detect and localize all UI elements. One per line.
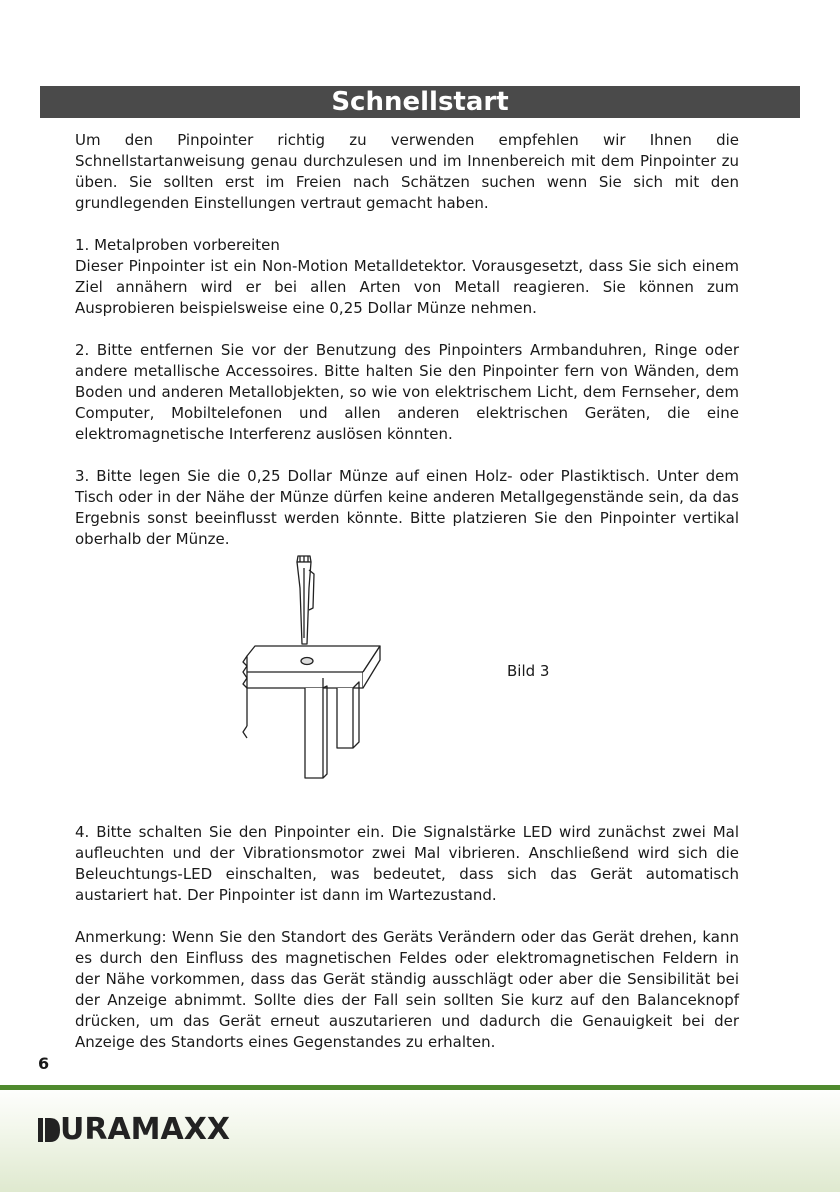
figure-label: Bild 3 (507, 662, 550, 680)
footer-accent-line (0, 1085, 840, 1090)
step1-heading: 1. Metalproben vorbereiten (75, 236, 280, 254)
logo-text: URAMAXX (60, 1112, 231, 1147)
step3-paragraph: 3. Bitte legen Sie die 0,25 Dollar Münze auf einen Holz- oder Plastiktisch. Unter dem Tisch oder in der Nähe der Münze dürfen keine anderen Metallgegenstände sein, da das Ergebnis sonst beeinflusst werden könnte. Bitte platzieren Sie den Pinpointer vertikal oberhalb der Münze. (75, 467, 739, 548)
intro-paragraph: Um den Pinpointer richtig zu verwenden empfehlen wir Ihnen die Schnellstartanweisung genau durchzulesen und im Innenbereich mit dem Pinpointer zu üben. Sie sollten erst im Freien nach Schätzen suchen wenn Sie sich mit den grundlegenden Einstellungen vertraut gemacht haben. (75, 131, 739, 212)
note-paragraph: Anmerkung: Wenn Sie den Standort des Geräts Verändern oder das Gerät drehen, kann es durch den Einfluss des magnetischen Feldes oder elektromagnetischen Feldern in der Nähe vorkommen, dass das Gerät ständig ausschlägt oder aber die Sensibilität bei der Anzeige abnimmt. Sollte dies der Fall sein sollten Sie kurz auf den Balanceknopf drücken, um das Gerät erneut auszutarieren und dadurch die Genauigkeit bei der Anzeige des Standorts eines Gegenstandes zu erhalten. (75, 928, 739, 1051)
section-title: Schnellstart (40, 86, 800, 118)
step4-paragraph: 4. Bitte schalten Sie den Pinpointer ein. Die Signalstärke LED wird zunächst zwei Mal aufleuchten und der Vibrationsmotor zwei Mal vibrieren. Anschließend wird sich die Beleuchtungs-LED einschalten, was bedeutet, dass sich das Gerät automatisch austariert hat. Der Pinpointer ist dann im Wartezustand. (75, 823, 739, 904)
content-lower (75, 822, 739, 1053)
page-number: 6 (38, 1054, 50, 1073)
step1-text: Dieser Pinpointer ist ein Non-Motion Metalldetektor. Vorausgesetzt, dass Sie sich einem Ziel annähern wird er bei allen Arten von Metall reagieren. Sie können zum Ausprobieren beispielsweise eine 0,25 Dollar Münze nehmen. (75, 257, 739, 317)
duramaxx-logo (38, 1112, 231, 1147)
logo-d-icon (38, 1118, 60, 1142)
content-upper (75, 130, 739, 550)
step2-paragraph: 2. Bitte entfernen Sie vor der Benutzung des Pinpointers Armbanduhren, Ringe oder andere metallische Accessoires. Bitte halten Sie den Pinpointer fern von Wänden, dem Boden und anderen Metallobjekten, so wie von elektrischem Licht, dem Fernseher, dem Computer, Mobiltelefonen und allen anderen elektrischen Geräten, die eine elektromagnetische Interferenz auslösen könnten. (75, 341, 739, 443)
pinpointer-over-table-illustration (235, 548, 395, 783)
